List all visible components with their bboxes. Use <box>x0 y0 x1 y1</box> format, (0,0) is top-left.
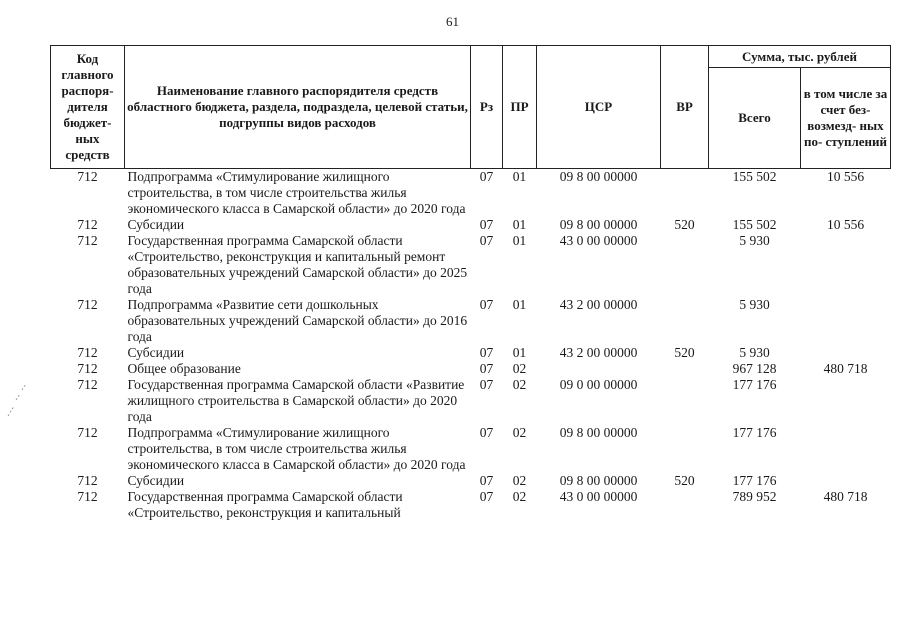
header-code: Код главного распоря- дителя бюджет- ных средств <box>51 46 125 169</box>
cell-csr: 09 8 00 00000 <box>559 217 638 232</box>
cell-pr: 02 <box>512 425 527 440</box>
cell-name: Государственная программа Самарской области «Строительство, реконструкция и капитальный ремонт образовательных учреждений Самарской области» до 2025 года <box>127 233 468 296</box>
cell-rz: 07 <box>479 297 494 312</box>
cell-pr: 02 <box>512 377 527 392</box>
table-row <box>51 377 891 425</box>
table-row <box>51 217 891 233</box>
cell-rz: 07 <box>479 425 494 440</box>
cell-rz: 07 <box>479 169 494 184</box>
cell-pr: 02 <box>512 361 527 376</box>
cell-vr <box>661 425 709 473</box>
cell-rz: 07 <box>479 217 494 232</box>
cell-name: Подпрограмма «Развитие сети дошкольных образовательных учреждений Самарской области» до 2016 года <box>127 297 468 344</box>
budget-table-container <box>50 45 890 521</box>
cell-csr: 43 2 00 00000 <box>559 297 638 312</box>
cell-name: Субсидии <box>127 217 185 232</box>
cell-code: 712 <box>77 345 98 360</box>
cell-csr: 09 8 00 00000 <box>559 425 638 440</box>
cell-name: Подпрограмма «Стимулирование жилищного строительства, в том числе строительства жилья экономического класса в Самарской области» до 2020 года <box>127 169 466 216</box>
cell-pr: 01 <box>512 297 527 312</box>
cell-code: 712 <box>77 297 98 312</box>
cell-csr <box>537 361 661 377</box>
cell-total: 5 930 <box>739 345 770 360</box>
cell-pr: 02 <box>512 473 527 488</box>
cell-code: 712 <box>77 377 98 392</box>
header-free: в том числе за счет без- возмезд- ных по- ступлений <box>801 68 891 169</box>
cell-total: 155 502 <box>732 217 777 232</box>
cell-free: 10 556 <box>826 169 865 184</box>
cell-code: 712 <box>77 233 98 248</box>
cell-total: 155 502 <box>732 169 777 184</box>
cell-rz: 07 <box>479 233 494 248</box>
header-sum-group: Сумма, тыс. рублей <box>709 46 891 68</box>
table-row <box>51 425 891 473</box>
cell-rz: 07 <box>479 489 494 504</box>
header-vr: ВР <box>661 46 709 169</box>
cell-pr: 01 <box>512 233 527 248</box>
cell-vr <box>661 169 709 218</box>
cell-total: 789 952 <box>732 489 777 504</box>
cell-vr <box>661 489 709 521</box>
cell-vr: 520 <box>674 345 695 360</box>
table-row <box>51 345 891 361</box>
cell-code: 712 <box>77 425 98 440</box>
cell-csr: 09 0 00 00000 <box>559 377 638 392</box>
cell-free <box>801 297 891 345</box>
table-row <box>51 489 891 521</box>
cell-vr <box>661 233 709 297</box>
table-header <box>51 46 891 169</box>
page-number: 61 <box>446 14 459 29</box>
cell-free <box>801 345 891 361</box>
cell-total: 177 176 <box>732 425 777 440</box>
header-total: Всего <box>709 68 801 169</box>
cell-name: Субсидии <box>127 473 185 488</box>
cell-rz: 07 <box>479 345 494 360</box>
cell-name: Государственная программа Самарской области «Развитие жилищного строительства в Самарской области» до 2020 года <box>127 377 465 424</box>
cell-rz: 07 <box>479 361 494 376</box>
cell-name: Подпрограмма «Стимулирование жилищного строительства, в том числе строительства жилья экономического класса в Самарской области» до 2020 года <box>127 425 466 472</box>
cell-total: 177 176 <box>732 473 777 488</box>
cell-total: 177 176 <box>732 377 777 392</box>
cell-rz: 07 <box>479 377 494 392</box>
table-row <box>51 297 891 345</box>
header-name: Наименование главного распорядителя средств областного бюджета, раздела, подраздела, целевой статьи, подгруппы видов расходов <box>125 46 471 169</box>
table-body <box>51 169 891 522</box>
cell-free <box>801 377 891 425</box>
cell-free: 480 718 <box>823 361 868 376</box>
table-row <box>51 361 891 377</box>
cell-name: Субсидии <box>127 345 185 360</box>
cell-pr: 02 <box>512 489 527 504</box>
cell-name: Государственная программа Самарской области «Строительство, реконструкция и капитальный <box>127 489 403 520</box>
cell-vr <box>661 361 709 377</box>
cell-csr: 09 8 00 00000 <box>559 473 638 488</box>
header-pr: ПР <box>503 46 537 169</box>
cell-total: 5 930 <box>739 297 770 312</box>
cell-total: 5 930 <box>739 233 770 248</box>
table-row <box>51 233 891 297</box>
cell-free <box>801 233 891 297</box>
cell-vr: 520 <box>674 217 695 232</box>
cell-csr: 43 2 00 00000 <box>559 345 638 360</box>
cell-free <box>801 425 891 473</box>
cell-vr <box>661 297 709 345</box>
cell-code: 712 <box>77 217 98 232</box>
cell-rz: 07 <box>479 473 494 488</box>
cell-csr: 09 8 00 00000 <box>559 169 638 184</box>
cell-free <box>801 473 891 489</box>
budget-table <box>50 45 891 521</box>
cell-total: 967 128 <box>732 361 777 376</box>
cell-name: Общее образование <box>127 361 241 376</box>
cell-pr: 01 <box>512 345 527 360</box>
cell-csr: 43 0 00 00000 <box>559 489 638 504</box>
table-row <box>51 473 891 489</box>
cell-vr: 520 <box>674 473 695 488</box>
cell-code: 712 <box>77 361 98 376</box>
table-row <box>51 169 891 218</box>
cell-pr: 01 <box>512 217 527 232</box>
cell-vr <box>661 377 709 425</box>
cell-code: 712 <box>77 169 98 184</box>
cell-code: 712 <box>77 473 98 488</box>
cell-free: 480 718 <box>823 489 868 504</box>
cell-pr: 01 <box>512 169 527 184</box>
header-csr: ЦСР <box>537 46 661 169</box>
cell-code: 712 <box>77 489 98 504</box>
margin-pen-mark <box>4 380 32 420</box>
cell-free: 10 556 <box>826 217 865 232</box>
cell-csr: 43 0 00 00000 <box>559 233 638 248</box>
header-rz: Рз <box>471 46 503 169</box>
